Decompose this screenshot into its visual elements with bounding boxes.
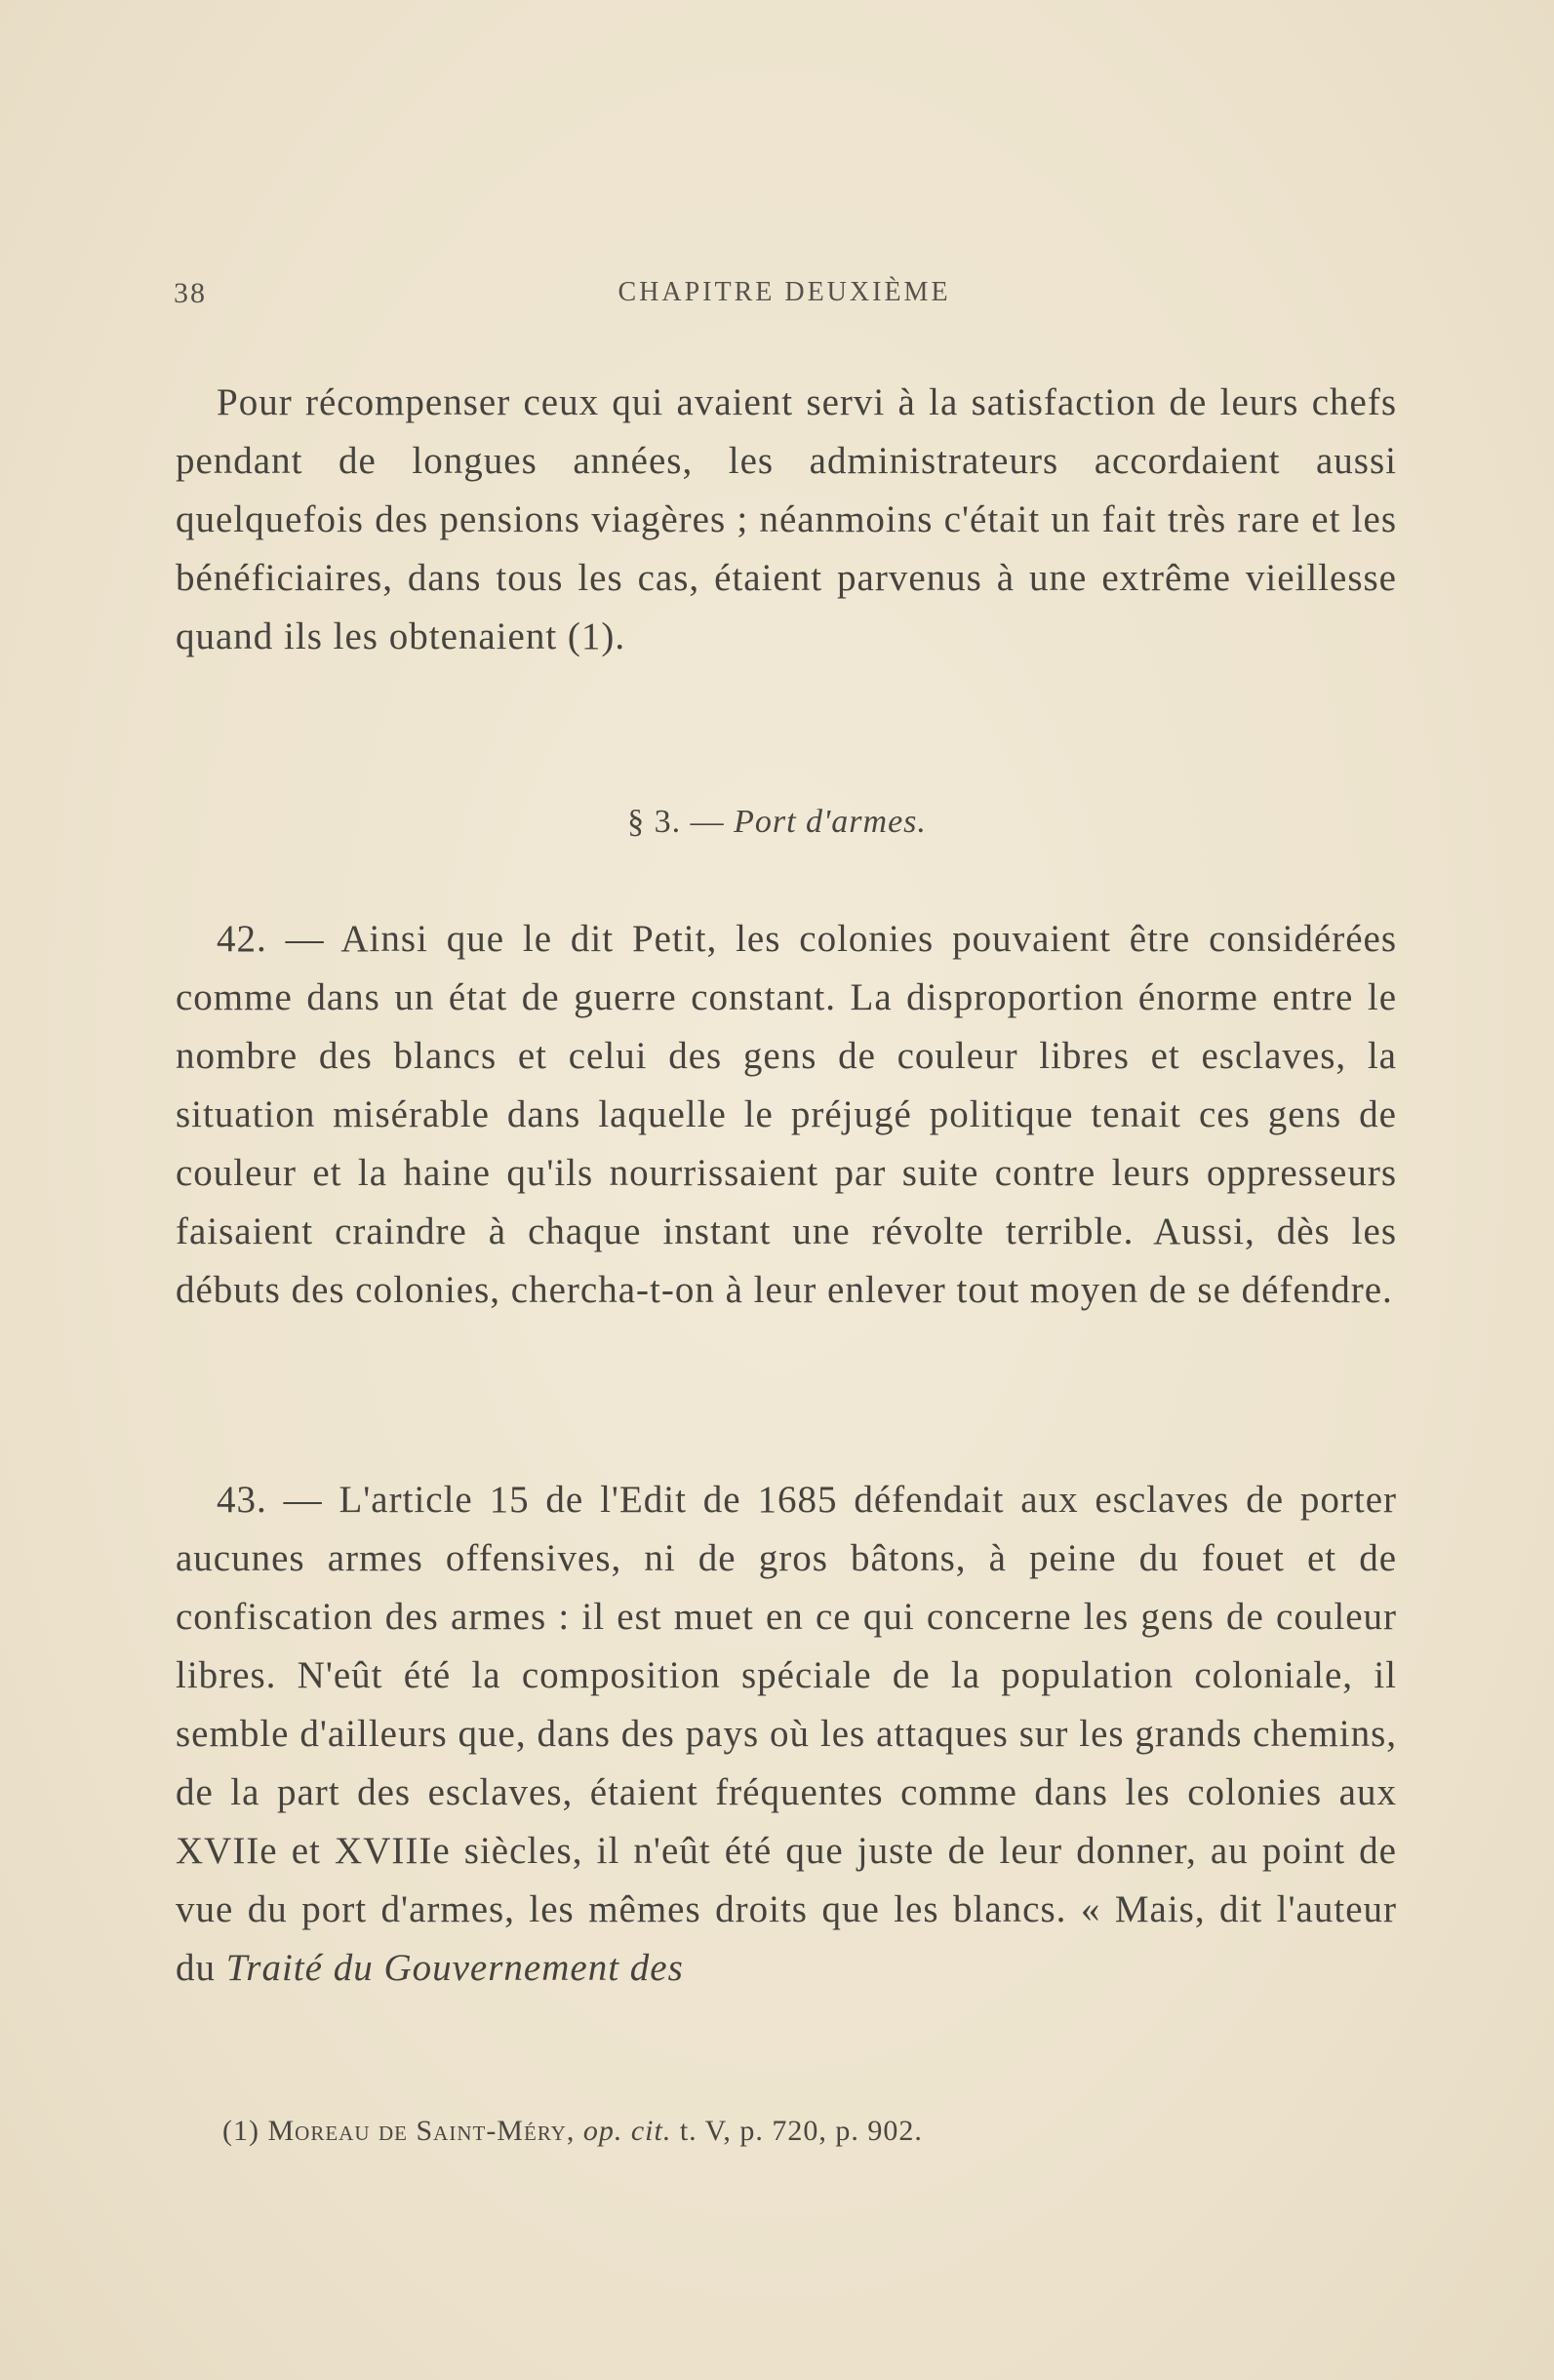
section-title: Port d'armes. xyxy=(734,804,927,840)
footnote-ref-italic: op. cit. xyxy=(582,2115,672,2147)
paragraph-43-main: 43. — L'article 15 de l'Edit de 1685 défendait aux esclaves de porter aucunes armes offensives, ni de gros bâtons, à peine du fouet et de confiscation des armes : il est muet en ce qui concerne les gens de couleur libres. N'eût été la composition spéciale de la population coloniale, il semble d'ailleurs que, dans des pays où les attaques sur les grands chemins, de la part des esclaves, étaient fréquentes comme dans les colonies aux XVIIe et XVIIIe siècles, il n'eût été que juste de leur donner, au point de vue du port d'armes, les mêmes droits que les blancs. « Mais, dit l'auteur du xyxy=(176,1479,1397,1989)
footnote xyxy=(222,2115,1393,2148)
footnote-marker: (1) xyxy=(222,2115,259,2147)
paragraph-text: Pour récompenser ceux qui avaient servi à la satisfaction de leurs chefs pendant de longues années, les administrateurs accordaient aussi quelquefois des pensions viagères ; néanmoins c'était un fait très rare et les bénéficiaires, dans tous les cas, étaient parvenus à une extrême vieillesse quand ils les obtenaient (1). xyxy=(176,381,1397,657)
chapter-title: CHAPITRE DEUXIÈME xyxy=(618,277,951,307)
section-marker: § 3. — xyxy=(627,804,725,840)
footnote-ref-rest: t. V, p. 720, p. 902. xyxy=(679,2115,923,2147)
paragraph-text xyxy=(176,1471,1397,1998)
paragraph-pensions xyxy=(176,374,1397,666)
paragraph-43 xyxy=(176,1471,1397,1998)
running-head xyxy=(174,277,1395,316)
section-heading xyxy=(0,804,1554,841)
page-number: 38 xyxy=(174,277,207,309)
paragraph-42 xyxy=(176,910,1397,1320)
footnote-author: Moreau de Saint-Méry, xyxy=(267,2115,576,2147)
paragraph-text: 42. — Ainsi que le dit Petit, les colonies pouvaient être considérées comme dans un état de guerre constant. La disproportion énorme entre le nombre des blancs et celui des gens de couleur libres et esclaves, la situation misérable dans laquelle le préjugé politique tenait ces gens de couleur et la haine qu'ils nourrissaient par suite contre leurs oppresseurs faisaient craindre à chaque instant une révolte terrible. Aussi, dès les débuts des colonies, chercha-t-on à leur enlever tout moyen de se défendre. xyxy=(176,918,1397,1311)
paragraph-43-italic-tail: Traité du Gouvernement des xyxy=(225,1947,684,1989)
